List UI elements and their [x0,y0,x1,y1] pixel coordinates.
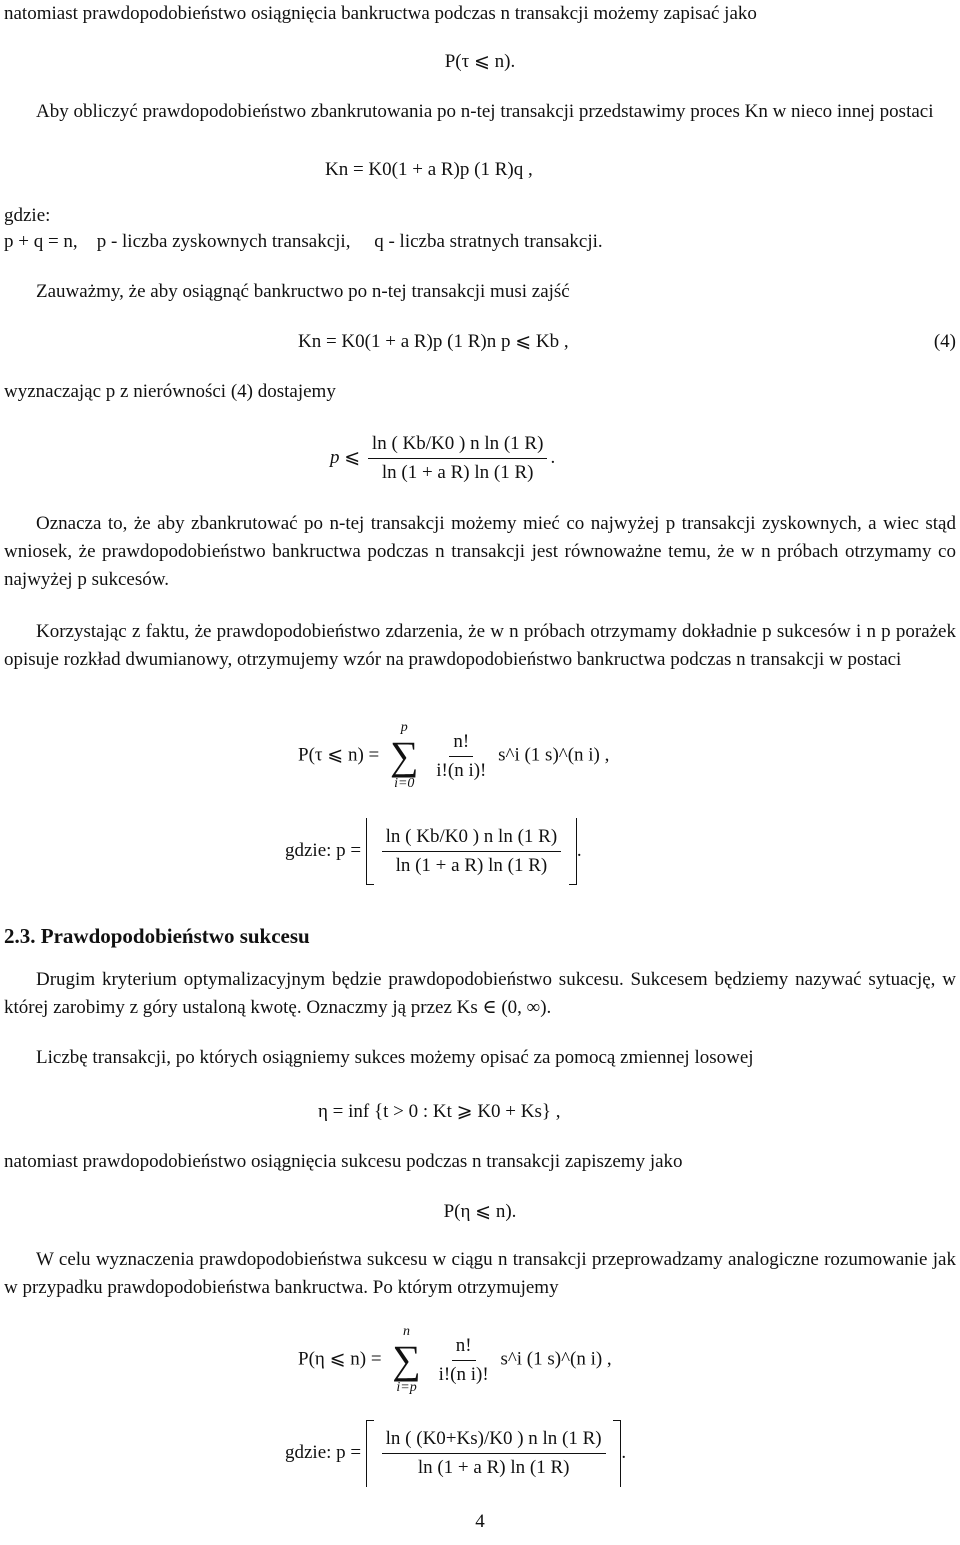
equation-text: Kn = K0(1 + a R)p (1 R)q , [325,159,533,180]
sum-lower: i=p [396,1380,417,1395]
ceil-right [613,1420,621,1487]
sum-symbol [392,1324,421,1396]
paragraph: Drugim kryterium optymalizacyjnym będzie prawdopodobieństwo sukcesu. Sukcesem będziemy nazywać sytuację, w której zarobimy z góry ustaloną kwotę. Oznaczmy ją przez Ks ∈ (0, ∞). [4,969,956,1018]
fraction-numerator: n! [452,1334,476,1361]
equation-sum-2 [298,1324,612,1396]
equation-lhs: gdzie: p = [285,1441,362,1463]
fraction [432,730,490,783]
text-line [4,0,757,28]
var-p: p [330,446,340,468]
fraction-denominator: ln (1 + a R) ln (1 R) [395,855,548,876]
paragraph: W celu wyznaczenia prawdopodobieństwa sukcesu w ciągu n transakcji przeprowadzamy analogiczne rozumowanie jak w przypadku prawdopodobieństwa bankructwa. Po którym otrzymujemy [4,1249,956,1298]
equation-p-ceil: gdzie: p = $\frac{\text{ln ( (K0+Ks)/K0 ) n ln (1 R)}}{\text{ln (1 + a R) ln (1 R)}}$ . [285,1420,626,1487]
equation-lhs: P(τ ⩽ n) = [298,744,380,766]
sum-lower: i=0 [394,776,415,791]
fraction-denominator: ln (1 + a R) ln (1 R) [381,462,534,483]
paragraph: Aby obliczyć prawdopodobieństwo zbankrutowania po n-tej transakcji przedstawimy proces Kn w nieco innej postaci [36,101,934,122]
ceil-left [366,1420,374,1487]
label-gdzie: gdzie: [4,205,51,226]
equation-text: Kn = K0(1 + a R)p (1 R)n p ⩽ Kb , [298,331,569,352]
definition: q - liczba stratnych transakcji. [374,231,603,252]
fraction-numerator: ln ( (K0+Ks)/K0 ) n ln (1 R) [382,1427,606,1454]
paragraph: wyznaczając p z nierówności (4) dostajemy [4,381,336,402]
equation-p-floor: gdzie: p = $\frac{\text{ln ( Kb/K0 ) n ln (1 R)}}{\text{ln (1 + a R) ln (1 R)}}$ . [285,818,582,885]
definition: p + q = n, [4,231,78,252]
fraction-denominator: ln (1 + a R) ln (1 R) [417,1457,570,1478]
fraction-denominator: i!(n i)! [436,759,487,781]
paragraph: Oznacza to, że aby zbankrutować po n-tej transakcji możemy mieć co najwyżej p transakcji zyskownych, a wiec stąd wniosek, że prawdopodobieństwo bankructwa podczas n transakcji jest równoważne temu, że w n próbach otrzymamy co najwyżej p sukcesów. [4,513,956,590]
text-line-content: natomiast prawdopodobieństwo osiągnięcia bankructwa podczas n transakcji możemy zapisać jako [4,3,757,24]
paragraph: natomiast prawdopodobieństwo osiągnięcia sukcesu podczas n transakcji zapiszemy jako [4,1151,683,1172]
fraction-numerator: ln ( Kb/K0 ) n ln (1 R) [368,432,548,459]
equation-text: η = inf {t > 0 : Kt ⩾ K0 + Ks} , [318,1101,561,1122]
sum-symbol [390,720,419,792]
sigma: ∑ [392,1337,421,1382]
fraction-numerator: ln ( Kb/K0 ) n ln (1 R) [382,825,562,852]
fraction [382,1427,606,1480]
equation-lhs: P(η ⩽ n) = [298,1348,382,1370]
sum-upper: p [400,720,408,735]
equation-rhs: s^i (1 s)^(n i) , [500,1348,612,1370]
equation-p-tau [0,48,960,76]
page-number: 4 [475,1511,485,1532]
equation-p-eta [0,1198,960,1226]
equation-kn [325,156,533,184]
equation-lhs: gdzie: p = [285,839,362,861]
equation-p-bound: p ⩽ $\frac{\text{ln ( Kb/K0 ) n ln (1 R)}}{\text{ln (1 + a R) ln (1 R)}}$ . [330,433,556,483]
paragraph: Zauważmy, że aby osiągnąć bankructwo po n-tej transakcji musi zajść [36,281,570,302]
fraction-numerator: n! [449,730,473,757]
equation-number: (4) [933,331,956,352]
equation-sum-1 [298,720,609,792]
equation-rhs: s^i (1 s)^(n i) , [498,744,610,766]
floor-right [569,818,577,885]
equation-text: P(τ ⩽ n). [444,51,516,72]
paragraph: Liczbę transakcji, po których osiągniemy sukces możemy opisać za pomocą zmiennej losowej [36,1047,754,1068]
section-heading: 2.3. Prawdopodobieństwo sukcesu [4,924,310,948]
paragraph: Korzystając z faktu, że prawdopodobieństwo zdarzenia, że w n próbach otrzymamy dokładnie p sukcesów i n p porażek opisuje rozkład dwumianowy, otrzymujemy wzór na prawdopodobieństwo bankructwa podczas n transakcji w postaci [4,621,956,670]
equation-text: P(η ⩽ n). [443,1201,517,1222]
equation-eta [318,1098,561,1126]
sigma: ∑ [390,733,419,778]
definition: p - liczba zyskownych transakcji, [96,231,351,252]
fraction [368,432,548,485]
equation-4 [298,328,569,356]
floor-left [366,818,374,885]
fraction [382,825,562,878]
definitions-line [4,228,603,256]
sum-upper: n [403,1324,411,1339]
fraction [435,1334,493,1387]
fraction-denominator: i!(n i)! [438,1363,489,1385]
